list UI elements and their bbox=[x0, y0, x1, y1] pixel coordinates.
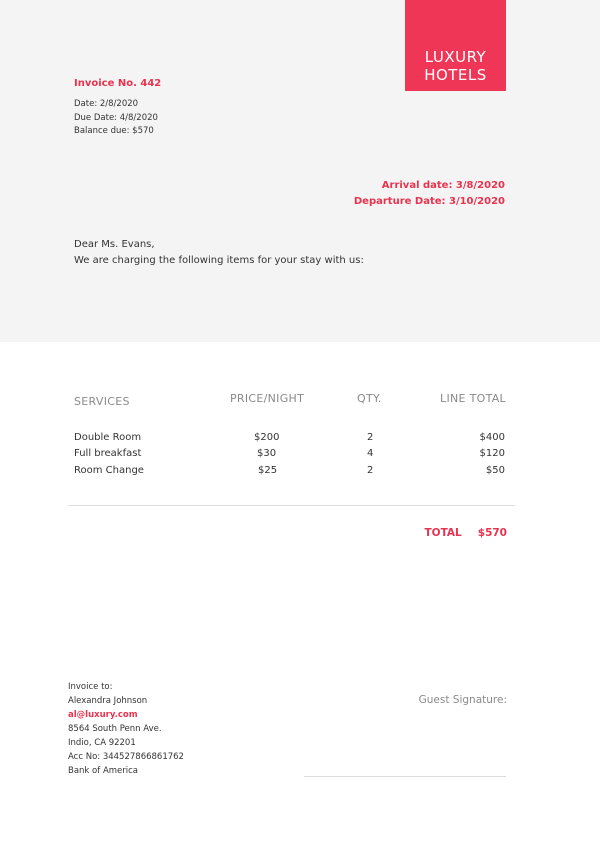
billing-account-number: Acc No: 344527866861762 bbox=[68, 752, 184, 762]
billing-name: Alexandra Johnson bbox=[68, 696, 148, 706]
invoice-due-date: Due Date: 4/8/2020 bbox=[74, 112, 158, 123]
arrival-date: Arrival date: 3/8/2020 bbox=[381, 180, 505, 191]
row-price: $30 bbox=[257, 448, 277, 459]
hotel-logo bbox=[405, 0, 506, 91]
row-qty: 2 bbox=[367, 465, 374, 476]
invoice-balance-due: Balance due: $570 bbox=[74, 126, 154, 136]
header-price-night: PRICE/NIGHT bbox=[230, 392, 305, 405]
table-row bbox=[0, 448, 600, 464]
header-qty: QTY. bbox=[357, 392, 382, 405]
billing-email: al@luxury.com bbox=[68, 710, 138, 720]
table-row bbox=[0, 432, 600, 448]
invoice-date: Date: 2/8/2020 bbox=[74, 99, 139, 109]
row-total: $120 bbox=[479, 448, 505, 459]
departure-date: Departure Date: 3/10/2020 bbox=[353, 196, 505, 207]
row-price: $200 bbox=[254, 432, 280, 443]
invoice-total bbox=[425, 527, 508, 539]
row-service: Double Room bbox=[74, 432, 142, 443]
total-amount: $570 bbox=[477, 527, 507, 539]
header-band bbox=[0, 0, 600, 342]
header-services: SERVICES bbox=[74, 395, 130, 408]
greeting bbox=[74, 237, 364, 268]
row-total: $50 bbox=[485, 465, 505, 476]
invoice-meta bbox=[74, 98, 158, 139]
table-row bbox=[0, 465, 600, 481]
billing-bank: Bank of America bbox=[68, 766, 139, 776]
stay-dates bbox=[354, 178, 505, 210]
logo-line-2: HOTELS bbox=[424, 66, 487, 84]
salutation: Dear Ms. Evans, bbox=[74, 239, 155, 250]
row-qty: 4 bbox=[367, 448, 374, 459]
table-divider bbox=[68, 505, 515, 506]
signature-line bbox=[304, 776, 506, 777]
logo-line-1: LUXURY bbox=[424, 48, 487, 66]
header-line-total: LINE TOTAL bbox=[440, 392, 506, 405]
row-service: Room Change bbox=[74, 465, 144, 476]
total-label: TOTAL bbox=[424, 527, 462, 539]
invoice-number: Invoice No. 442 bbox=[74, 78, 162, 89]
billing-address-line-2: Indio, CA 92201 bbox=[68, 738, 136, 748]
guest-signature-label: Guest Signature: bbox=[418, 694, 507, 706]
greeting-body: We are charging the following items for your stay with us: bbox=[74, 254, 364, 266]
row-qty: 2 bbox=[367, 432, 374, 443]
billing-details bbox=[68, 680, 184, 778]
row-total: $400 bbox=[479, 432, 505, 443]
billing-address-line-1: 8564 South Penn Ave. bbox=[68, 724, 162, 734]
billing-heading: Invoice to: bbox=[68, 682, 113, 692]
row-price: $25 bbox=[258, 465, 278, 476]
row-service: Full breakfast bbox=[74, 448, 142, 459]
